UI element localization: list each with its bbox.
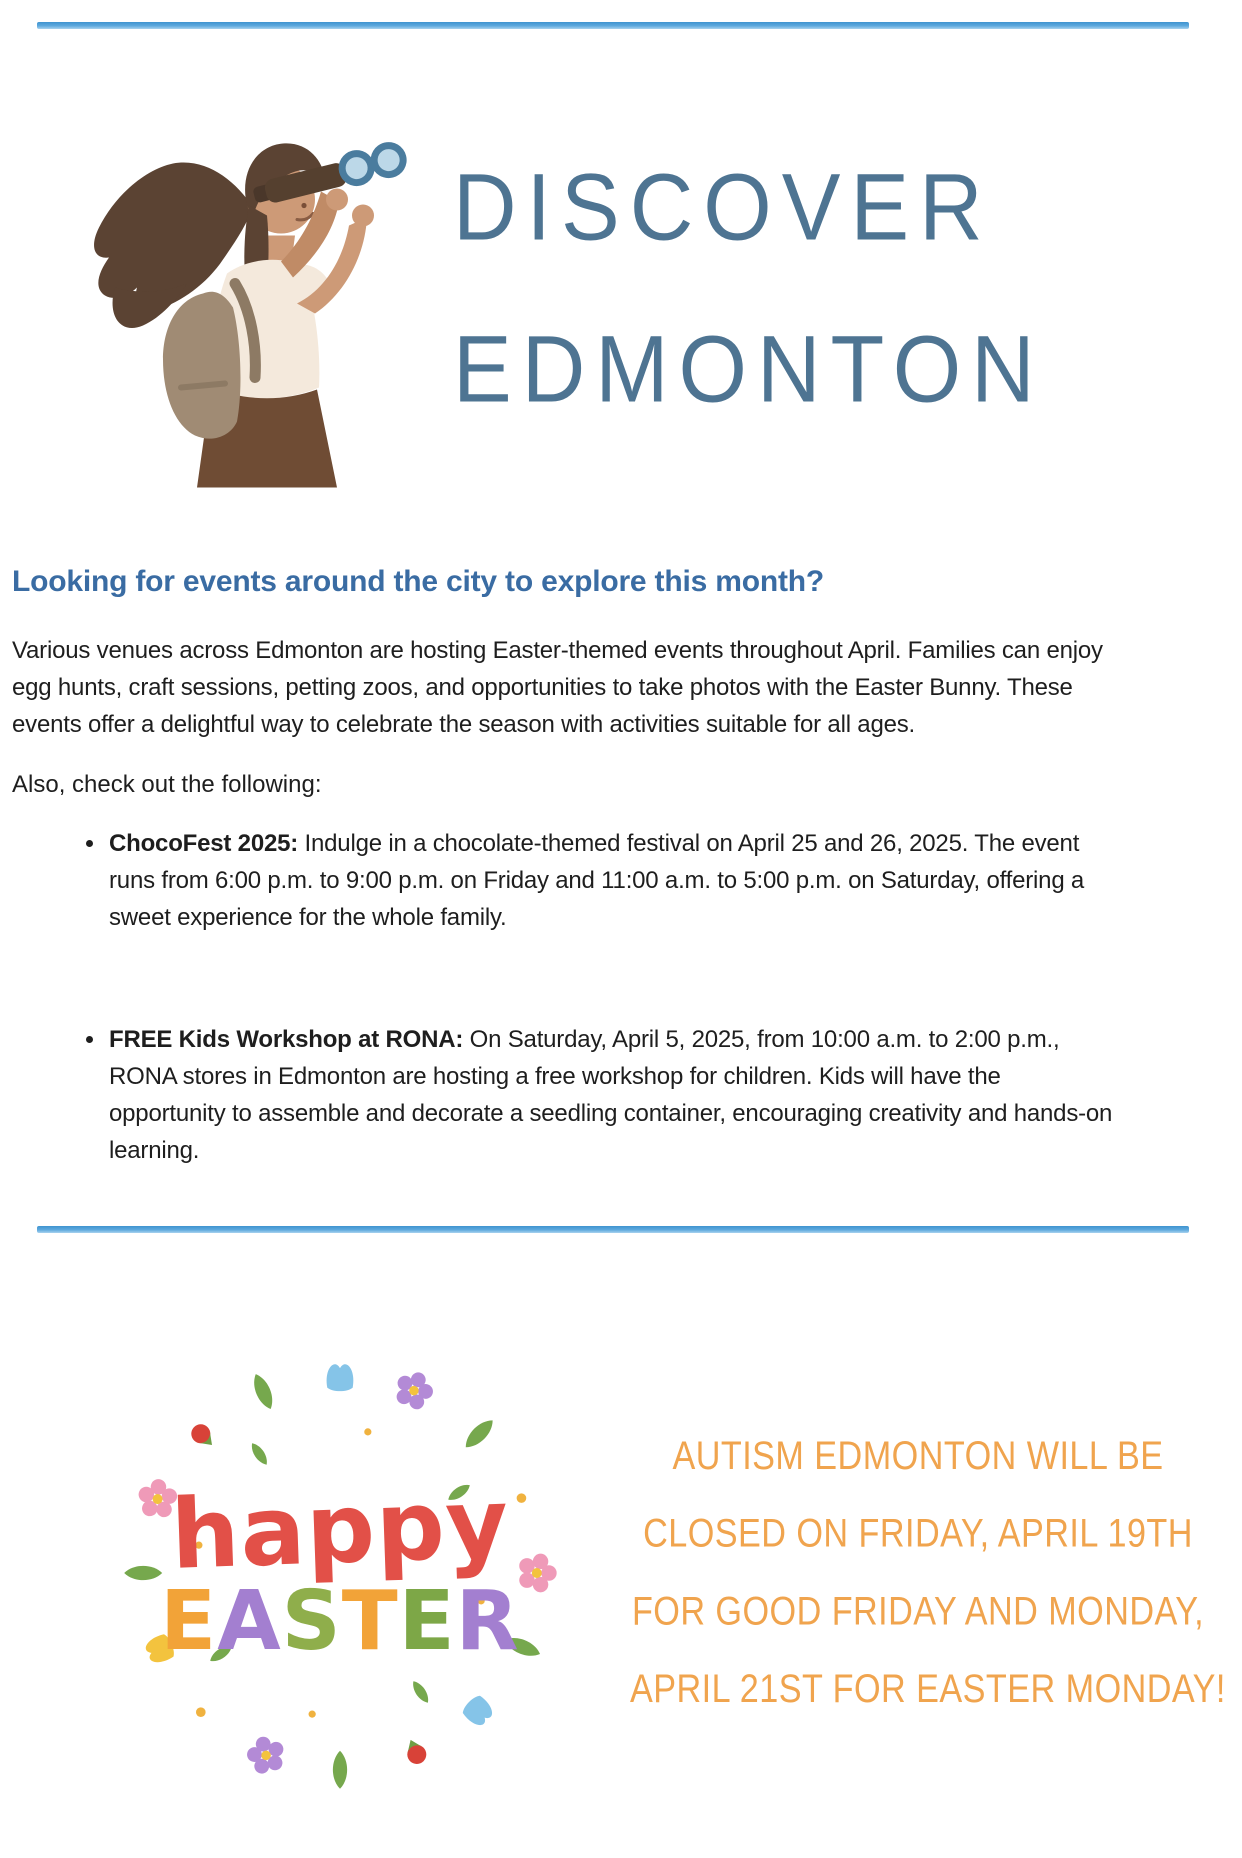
article-heading: Looking for events around the city to explore this month? (12, 565, 824, 598)
follow-up-line: Also, check out the following: (12, 771, 322, 798)
event-title: FREE Kids Workshop at RONA: (109, 1026, 464, 1053)
top-divider-line (37, 22, 1189, 29)
event-description: On Saturday, April 5, 2025, from 10:00 a.m. to 2:00 p.m., RONA stores in Edmonton are hosting a free workshop for children. Kids will have the opportunity to assemble and decorate a seedling container, encouraging creativity and hands-on learning. (109, 1026, 1113, 1164)
section-divider-line (37, 1226, 1189, 1233)
easter-letter: E (160, 1574, 218, 1669)
article (12, 562, 1116, 1169)
woman-binoculars-illustration (85, 85, 425, 490)
event-item-chocofest (107, 825, 1116, 936)
happy-easter-illustration (100, 1333, 580, 1813)
logo-line-discover: DISCOVER (453, 152, 993, 260)
closure-notice-line: FOR GOOD FRIDAY AND MONDAY, (631, 1589, 1205, 1634)
flower-wreath-illustration (100, 1333, 580, 1813)
event-list (12, 825, 1116, 1169)
easter-letter: E (398, 1574, 456, 1669)
closure-notice (100, 1333, 1242, 1813)
intro-paragraph: Various venues across Edmonton are hosting Easter-themed events throughout April. Families can enjoy egg hunts, craft sessions, petting zoos, and opportunities to take photos with the Easter Bunny. These events offer a delightful way to celebrate the season with activities suitable for all ages. (12, 637, 1103, 738)
event-item-rona-workshop (107, 1021, 1116, 1169)
closure-notice-text (630, 1418, 1226, 1729)
easter-letter: R (455, 1574, 520, 1669)
easter-letter: S (281, 1574, 342, 1669)
newsletter-page (0, 22, 1242, 1813)
logo-line-edmonton: EDMONTON (453, 314, 1045, 422)
easter-letter: T (341, 1574, 399, 1669)
masthead (85, 85, 1242, 490)
easter-letter: A (217, 1574, 282, 1669)
closure-notice-line: APRIL 21ST FOR EASTER MONDAY! (630, 1667, 1226, 1712)
closure-notice-line: CLOSED ON FRIDAY, APRIL 19TH (643, 1512, 1193, 1557)
closure-notice-line: AUTISM EDMONTON WILL BE (672, 1434, 1164, 1479)
discover-edmonton-logo (453, 126, 1045, 450)
event-description: Indulge in a chocolate-themed festival on April 25 and 26, 2025. The event runs from 6:00 p.m. to 9:00 p.m. on Friday and 11:00 a.m. to 5:00 p.m. on Saturday, offering a sweet experience for the whole family. (109, 830, 1085, 931)
happy-word: happy (169, 1467, 511, 1591)
event-title: ChocoFest 2025: (109, 830, 299, 857)
